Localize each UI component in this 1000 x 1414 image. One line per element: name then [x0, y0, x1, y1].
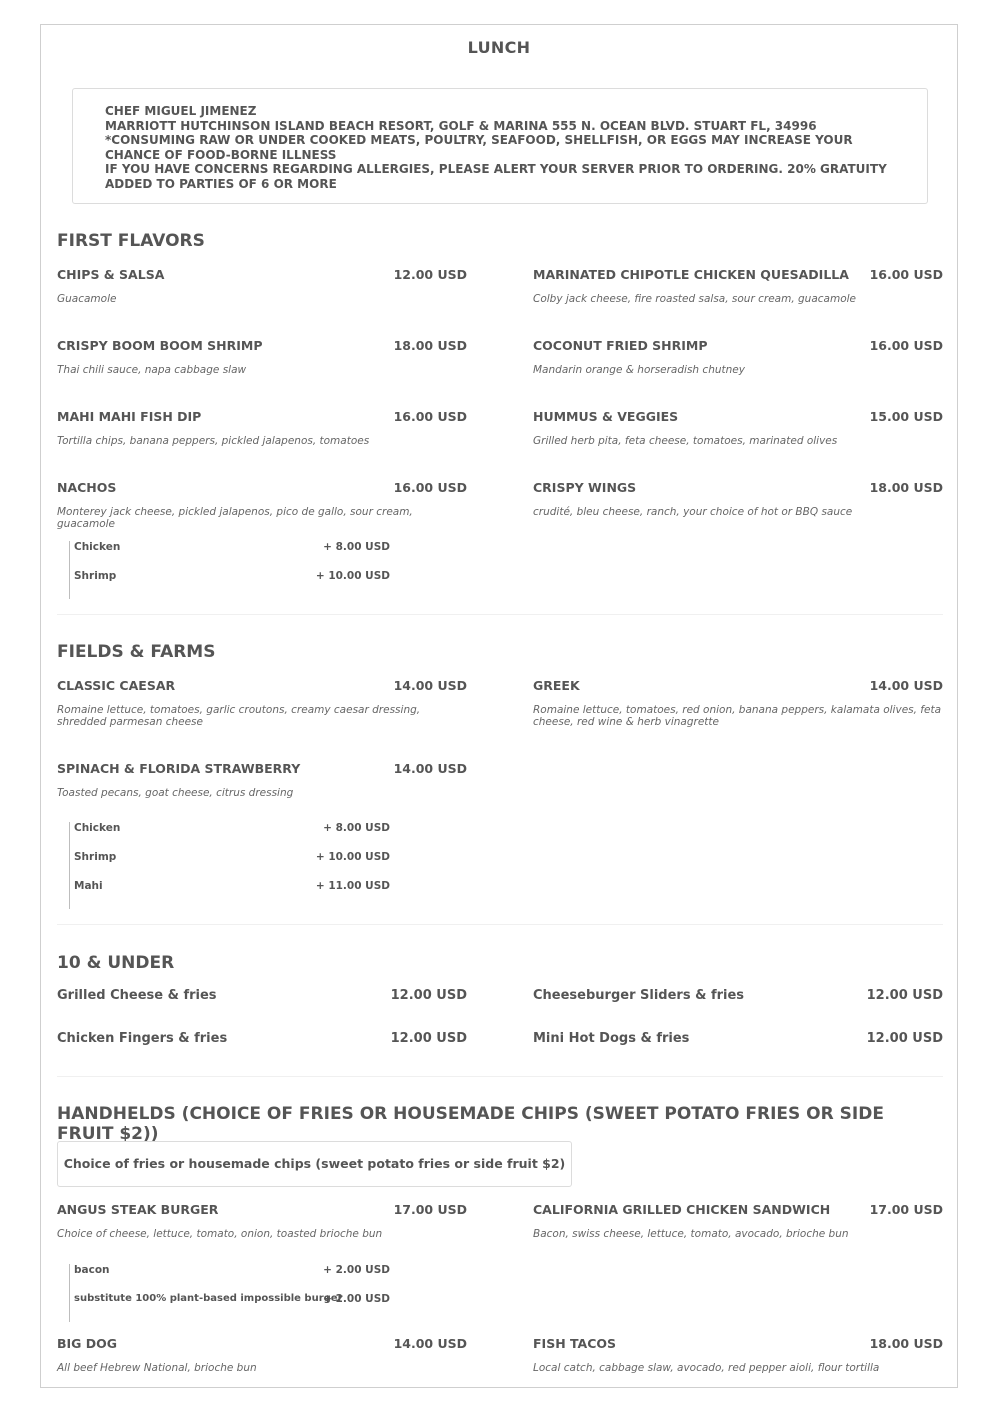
- item-name: MARINATED CHIPOTLE CHICKEN QUESADILLA: [533, 267, 849, 282]
- item-description: crudité, bleu cheese, ranch, your choice of hot or BBQ sauce: [533, 506, 853, 518]
- item-description: Choice of cheese, lettuce, tomato, onion, toasted brioche bun: [57, 1228, 383, 1240]
- item-price: 14.00 USD: [393, 761, 467, 776]
- item-price: 18.00 USD: [393, 338, 467, 353]
- addon-name: bacon: [74, 1264, 110, 1276]
- item-name: CALIFORNIA GRILLED CHICKEN SANDWICH: [533, 1202, 831, 1217]
- item-price: 16.00 USD: [869, 338, 943, 353]
- section-first-flavors: [57, 231, 943, 582]
- item-price: 12.00 USD: [866, 1031, 943, 1046]
- addon-name: Chicken: [74, 541, 121, 553]
- addon-price: + 10.00 USD: [315, 570, 390, 582]
- item-price: 12.00 USD: [390, 1031, 467, 1046]
- item-name: CRISPY BOOM BOOM SHRIMP: [57, 338, 263, 353]
- item-price: 14.00 USD: [393, 678, 467, 693]
- chef-name: CHEF MIGUEL JIMENEZ: [105, 104, 257, 118]
- section-ten-and-under: [57, 953, 943, 1046]
- item-name: ANGUS STEAK BURGER: [57, 1202, 219, 1217]
- section-divider: [57, 1076, 943, 1077]
- section-title: 10 & UNDER: [57, 953, 175, 973]
- section-title: HANDHELDS (CHOICE OF FRIES OR HOUSEMADE CHIPS (SWEET POTATO FRIES OR SIDE FRUIT $2)): [57, 1104, 884, 1144]
- item-price: 12.00 USD: [866, 988, 943, 1003]
- addon-option: [70, 1293, 390, 1322]
- item-name: Mini Hot Dogs & fries: [533, 1031, 690, 1046]
- item-price: 12.00 USD: [393, 267, 467, 282]
- item-description: Colby jack cheese, fire roasted salsa, sour cream, guacamole: [533, 293, 856, 305]
- item-name: HUMMUS & VEGGIES: [533, 409, 679, 424]
- addon-price: + 11.00 USD: [315, 880, 390, 892]
- item-price: 14.00 USD: [869, 678, 943, 693]
- item-price: 15.00 USD: [869, 409, 943, 424]
- allergy-notice: IF YOU HAVE CONCERNS REGARDING ALLERGIES, PLEASE ALERT YOUR SERVER PRIOR TO ORDERING. 20% GRATUITY ADDED TO PARTIES OF 6 OR MORE: [105, 162, 887, 191]
- addon-list: [69, 541, 390, 599]
- section-handhelds: [57, 1104, 943, 1374]
- item-description: Guacamole: [57, 293, 117, 305]
- addon-name: substitute 100% plant-based impossible burger: [74, 1293, 343, 1304]
- section-title: FIELDS & FARMS: [57, 642, 216, 662]
- addon-list: [69, 1264, 390, 1322]
- item-price: 17.00 USD: [869, 1202, 943, 1217]
- item-price: 12.00 USD: [390, 988, 467, 1003]
- food-safety-warning: *CONSUMING RAW OR UNDER COOKED MEATS, POULTRY, SEAFOOD, SHELLFISH, OR EGGS MAY INCREASE YOUR CHANCE OF FOOD-BORNE ILLNESS: [105, 133, 853, 162]
- item-price: 18.00 USD: [869, 1336, 943, 1351]
- item-name: Cheeseburger Sliders & fries: [533, 988, 745, 1003]
- addon-price: + 2.00 USD: [323, 1264, 390, 1276]
- addon-price: + 2.00 USD: [323, 1293, 390, 1305]
- addon-option: [70, 822, 390, 851]
- item-description: Grilled herb pita, feta cheese, tomatoes, marinated olives: [533, 435, 838, 447]
- menu-title: LUNCH: [467, 38, 531, 57]
- addon-option: [70, 880, 390, 909]
- addon-option: [70, 1264, 390, 1293]
- item-description: Romaine lettuce, tomatoes, garlic croutons, creamy caesar dressing, shredded parmesan cheese: [57, 704, 421, 728]
- item-price: 18.00 USD: [869, 480, 943, 495]
- item-description: Bacon, swiss cheese, lettuce, tomato, avocado, brioche bun: [533, 1228, 849, 1240]
- item-description: Monterey jack cheese, pickled jalapenos, pico de gallo, sour cream, guacamole: [57, 506, 413, 530]
- addon-price: + 10.00 USD: [315, 851, 390, 863]
- item-name: MAHI MAHI FISH DIP: [57, 409, 202, 424]
- item-name: SPINACH & FLORIDA STRAWBERRY: [57, 761, 301, 776]
- item-description: Romaine lettuce, tomatoes, red onion, banana peppers, kalamata olives, feta cheese, red wine & herb vinagrette: [533, 704, 942, 728]
- section-divider: [57, 614, 943, 615]
- item-name: NACHOS: [57, 480, 117, 495]
- restaurant-info-box: [72, 88, 928, 204]
- section-divider: [57, 924, 943, 925]
- item-price: 17.00 USD: [393, 1202, 467, 1217]
- addon-option: [70, 570, 390, 599]
- section-fields-farms: [57, 642, 943, 892]
- item-name: CRISPY WINGS: [533, 480, 637, 495]
- addon-option: [70, 851, 390, 880]
- item-price: 16.00 USD: [869, 267, 943, 282]
- menu-page: [40, 24, 958, 1388]
- addon-name: Shrimp: [74, 851, 117, 863]
- item-description: Toasted pecans, goat cheese, citrus dressing: [57, 787, 294, 799]
- addon-name: Shrimp: [74, 570, 117, 582]
- item-description: Tortilla chips, banana peppers, pickled jalapenos, tomatoes: [57, 435, 370, 447]
- item-name: GREEK: [533, 678, 580, 693]
- item-description: Thai chili sauce, napa cabbage slaw: [57, 364, 247, 376]
- item-description: Local catch, cabbage slaw, avocado, red pepper aioli, flour tortilla: [533, 1362, 880, 1374]
- addon-list: [69, 822, 390, 909]
- side-choice-note: Choice of fries or housemade chips (sweet potato fries or side fruit $2): [57, 1141, 572, 1187]
- item-price: 16.00 USD: [393, 480, 467, 495]
- addon-price: + 8.00 USD: [323, 541, 390, 553]
- item-name: BIG DOG: [57, 1336, 118, 1351]
- addon-name: Mahi: [74, 880, 103, 892]
- item-description: All beef Hebrew National, brioche bun: [57, 1362, 257, 1374]
- item-price: 14.00 USD: [393, 1336, 467, 1351]
- item-name: FISH TACOS: [533, 1336, 617, 1351]
- item-name: COCONUT FRIED SHRIMP: [533, 338, 708, 353]
- section-title: FIRST FLAVORS: [57, 231, 205, 251]
- item-description: Mandarin orange & horseradish chutney: [533, 364, 745, 376]
- item-name: CHIPS & SALSA: [57, 267, 165, 282]
- addon-name: Chicken: [74, 822, 121, 834]
- addon-price: + 8.00 USD: [323, 822, 390, 834]
- item-name: Grilled Cheese & fries: [57, 988, 217, 1003]
- restaurant-address: MARRIOTT HUTCHINSON ISLAND BEACH RESORT, GOLF & MARINA 555 N. OCEAN BLVD. STUART FL, 34996: [105, 118, 817, 133]
- item-name: CLASSIC CAESAR: [57, 678, 176, 693]
- addon-option: [70, 541, 390, 570]
- item-name: Chicken Fingers & fries: [57, 1031, 228, 1046]
- item-price: 16.00 USD: [393, 409, 467, 424]
